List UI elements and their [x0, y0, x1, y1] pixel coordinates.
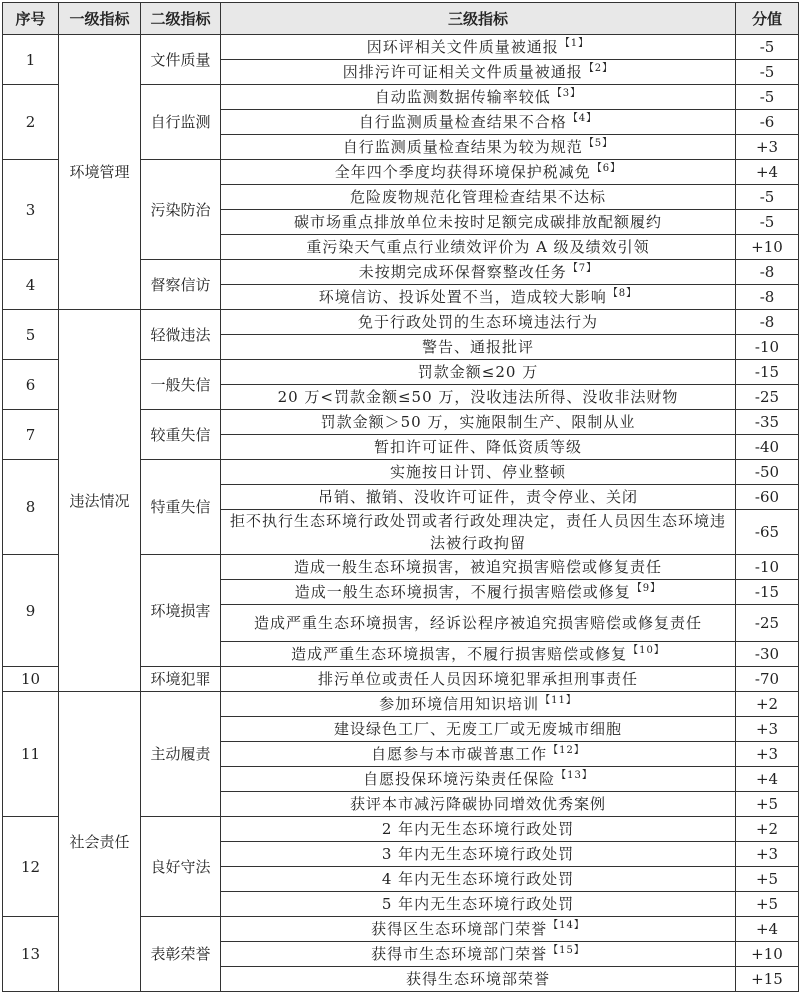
level3-indicator-cell [221, 210, 736, 235]
level3-indicator-cell [221, 942, 736, 967]
level3-indicator-cell [221, 967, 736, 992]
level3-indicator-cell [221, 385, 736, 410]
reference-marker: 【2】 [583, 63, 614, 74]
score-cell: +4 [736, 767, 799, 792]
level3-indicator-cell [221, 742, 736, 767]
level3-indicator-text: 因排污许可证相关文件质量被通报 [342, 63, 583, 81]
level3-indicator-cell [221, 435, 736, 460]
level3-indicator-cell [221, 692, 736, 717]
level3-indicator-cell [221, 460, 736, 485]
level3-indicator-cell [221, 335, 736, 360]
serial-number-cell: 2 [3, 85, 59, 160]
level3-indicator-text: 自愿参与本市碳普惠工作 [371, 745, 548, 763]
level3-indicator-text: 4 年内无生态环境行政处罚 [381, 870, 575, 888]
level1-indicator-cell: 社会责任 [59, 692, 141, 992]
level3-indicator-cell [221, 185, 736, 210]
reference-marker: 【3】 [551, 88, 582, 99]
serial-number-cell: 4 [3, 260, 59, 310]
level3-indicator-cell [221, 260, 736, 285]
score-cell: -50 [736, 460, 799, 485]
level3-indicator-text: 自行监测质量检查结果不合格 [358, 113, 567, 131]
score-cell: -5 [736, 185, 799, 210]
level3-indicator-cell [221, 285, 736, 310]
header-level2-indicator: 二级指标 [141, 3, 221, 35]
level3-indicator-text: 造成一般生态环境损害，不履行损害赔偿或修复 [294, 583, 631, 601]
level3-indicator-text: 自愿投保环境污染责任保险 [363, 770, 556, 788]
level3-indicator-cell [221, 110, 736, 135]
level3-indicator-cell [221, 892, 736, 917]
reference-marker: 【9】 [631, 583, 662, 594]
serial-number-cell: 1 [3, 35, 59, 85]
level3-indicator-text: 全年四个季度均获得环境保护税减免 [334, 163, 591, 181]
level2-indicator-cell: 环境犯罪 [141, 667, 221, 692]
serial-number-cell: 9 [3, 555, 59, 667]
serial-number-cell: 6 [3, 360, 59, 410]
table-header-row [3, 3, 799, 35]
reference-marker: 【8】 [607, 288, 638, 299]
serial-number-cell: 13 [3, 917, 59, 992]
score-cell: -70 [736, 667, 799, 692]
level3-indicator-text: 警告、通报批评 [421, 338, 534, 356]
score-cell: +5 [736, 867, 799, 892]
level3-indicator-cell [221, 817, 736, 842]
level3-indicator-text: 5 年内无生态环境行政处罚 [381, 895, 575, 913]
level3-indicator-text: 未按期完成环保督察整改任务 [358, 263, 567, 281]
level3-indicator-text: 造成一般生态环境损害，被追究损害赔偿或修复责任 [293, 558, 662, 576]
score-cell: +5 [736, 892, 799, 917]
level3-indicator-cell [221, 160, 736, 185]
level3-indicator-text: 参加环境信用知识培训 [379, 695, 540, 713]
score-cell: -35 [736, 410, 799, 435]
table-row [3, 310, 799, 335]
level3-indicator-cell [221, 410, 736, 435]
level3-indicator-text: 碳市场重点排放单位未按时足额完成碳排放配额履约 [293, 213, 662, 231]
level3-indicator-text: 20 万<罚款金额≤50 万，没收违法所得、没收非法财物 [277, 388, 679, 406]
level3-indicator-cell [221, 485, 736, 510]
reference-marker: 【11】 [540, 695, 577, 706]
table-row [3, 692, 799, 717]
score-cell: -10 [736, 555, 799, 580]
level3-indicator-cell [221, 667, 736, 692]
score-cell: -30 [736, 642, 799, 667]
level3-indicator-text: 环境信访、投诉处置不当，造成较大影响 [318, 288, 607, 306]
reference-marker: 【4】 [567, 113, 598, 124]
level2-indicator-cell: 自行监测 [141, 85, 221, 160]
level2-indicator-cell: 一般失信 [141, 360, 221, 410]
score-cell: -5 [736, 60, 799, 85]
level2-indicator-cell: 文件质量 [141, 35, 221, 85]
level3-indicator-cell [221, 642, 736, 667]
serial-number-cell: 3 [3, 160, 59, 260]
level3-indicator-text: 危险废物规范化管理检查结果不达标 [349, 188, 606, 206]
score-cell: -25 [736, 385, 799, 410]
level3-indicator-text: 拒不执行生态环境行政处罚或者行政处理决定，责任人员因生态环境违法被行政拘留 [229, 512, 726, 552]
score-cell: -65 [736, 510, 799, 555]
reference-marker: 【10】 [628, 645, 665, 656]
level3-indicator-text: 2 年内无生态环境行政处罚 [381, 820, 575, 838]
score-cell: +10 [736, 235, 799, 260]
level3-indicator-text: 吊销、撤销、没收许可证件，责令停业、关闭 [317, 488, 638, 506]
level3-indicator-text: 建设绿色工厂、无废工厂或无废城市细胞 [333, 720, 622, 738]
serial-number-cell: 11 [3, 692, 59, 817]
level3-indicator-text: 获得生态环境部荣誉 [405, 970, 550, 988]
level3-indicator-cell [221, 842, 736, 867]
level2-indicator-cell: 环境损害 [141, 555, 221, 667]
credit-evaluation-table [2, 2, 799, 992]
level2-indicator-cell: 较重失信 [141, 410, 221, 460]
level3-indicator-cell [221, 310, 736, 335]
level3-indicator-cell [221, 867, 736, 892]
score-cell: -10 [736, 335, 799, 360]
level3-indicator-cell [221, 555, 736, 580]
score-cell: -25 [736, 605, 799, 642]
level3-indicator-cell [221, 580, 736, 605]
score-cell: +5 [736, 792, 799, 817]
score-cell: +4 [736, 160, 799, 185]
score-cell: -8 [736, 310, 799, 335]
score-cell: +3 [736, 842, 799, 867]
level3-indicator-text: 暂扣许可证件、降低资质等级 [373, 438, 582, 456]
score-cell: +2 [736, 692, 799, 717]
header-level1-indicator: 一级指标 [59, 3, 141, 35]
score-cell: -15 [736, 360, 799, 385]
reference-marker: 【6】 [591, 163, 622, 174]
level2-indicator-cell: 良好守法 [141, 817, 221, 917]
serial-number-cell: 10 [3, 667, 59, 692]
score-cell: +3 [736, 135, 799, 160]
score-cell: -5 [736, 85, 799, 110]
level3-indicator-text: 罚款金额＞50 万，实施限制生产、限制从业 [320, 413, 636, 431]
level3-indicator-text: 获得市生态环境部门荣誉 [371, 945, 548, 963]
score-cell: +3 [736, 742, 799, 767]
level3-indicator-text: 自动监测数据传输率较低 [374, 88, 551, 106]
serial-number-cell: 12 [3, 817, 59, 917]
reference-marker: 【14】 [548, 920, 585, 931]
reference-marker: 【7】 [567, 263, 598, 274]
reference-marker: 【1】 [559, 38, 590, 49]
score-cell: +3 [736, 717, 799, 742]
reference-marker: 【5】 [583, 138, 614, 149]
score-cell: -8 [736, 260, 799, 285]
score-cell: -60 [736, 485, 799, 510]
header-level3-indicator: 三级指标 [221, 3, 736, 35]
level3-indicator-text: 因环评相关文件质量被通报 [366, 38, 559, 56]
level3-indicator-text: 造成严重生态环境损害，经诉讼程序被追究损害赔偿或修复责任 [253, 614, 702, 632]
score-cell: +10 [736, 942, 799, 967]
level3-indicator-cell [221, 510, 736, 555]
score-cell: -8 [736, 285, 799, 310]
level3-indicator-cell [221, 717, 736, 742]
score-cell: -40 [736, 435, 799, 460]
score-cell: -5 [736, 210, 799, 235]
level3-indicator-text: 获评本市减污降碳协同增效优秀案例 [349, 795, 606, 813]
level2-indicator-cell: 表彰荣誉 [141, 917, 221, 992]
header-score: 分值 [736, 3, 799, 35]
reference-marker: 【15】 [548, 945, 585, 956]
level3-indicator-cell [221, 85, 736, 110]
level2-indicator-cell: 主动履责 [141, 692, 221, 817]
level3-indicator-text: 获得区生态环境部门荣誉 [371, 920, 548, 938]
level3-indicator-text: 造成严重生态环境损害，不履行损害赔偿或修复 [291, 645, 628, 663]
serial-number-cell: 8 [3, 460, 59, 555]
level3-indicator-text: 免于行政处罚的生态环境违法行为 [357, 313, 598, 331]
level3-indicator-cell [221, 35, 736, 60]
reference-marker: 【13】 [556, 770, 593, 781]
score-cell: +4 [736, 917, 799, 942]
level3-indicator-cell [221, 235, 736, 260]
level3-indicator-cell [221, 792, 736, 817]
level3-indicator-cell [221, 135, 736, 160]
score-cell: +2 [736, 817, 799, 842]
level3-indicator-text: 3 年内无生态环境行政处罚 [381, 845, 575, 863]
level3-indicator-text: 重污染天气重点行业绩效评价为 A 级及绩效引领 [306, 238, 650, 256]
level3-indicator-text: 排污单位或责任人员因环境犯罪承担刑事责任 [317, 670, 638, 688]
header-serial-number: 序号 [3, 3, 59, 35]
score-cell: -5 [736, 35, 799, 60]
level3-indicator-text: 罚款金额≤20 万 [417, 363, 539, 381]
reference-marker: 【12】 [548, 745, 585, 756]
score-cell: -15 [736, 580, 799, 605]
level1-indicator-cell: 违法情况 [59, 310, 141, 692]
serial-number-cell: 7 [3, 410, 59, 460]
level2-indicator-cell: 污染防治 [141, 160, 221, 260]
score-cell: -6 [736, 110, 799, 135]
score-cell: +15 [736, 967, 799, 992]
level3-indicator-text: 实施按日计罚、停业整顿 [389, 463, 566, 481]
level3-indicator-cell [221, 605, 736, 642]
level3-indicator-cell [221, 360, 736, 385]
level2-indicator-cell: 轻微违法 [141, 310, 221, 360]
serial-number-cell: 5 [3, 310, 59, 360]
level3-indicator-text: 自行监测质量检查结果为较为规范 [342, 138, 583, 156]
level2-indicator-cell: 特重失信 [141, 460, 221, 555]
level1-indicator-cell: 环境管理 [59, 35, 141, 310]
table-row [3, 35, 799, 60]
level3-indicator-cell [221, 767, 736, 792]
level2-indicator-cell: 督察信访 [141, 260, 221, 310]
level3-indicator-cell [221, 917, 736, 942]
level3-indicator-cell [221, 60, 736, 85]
